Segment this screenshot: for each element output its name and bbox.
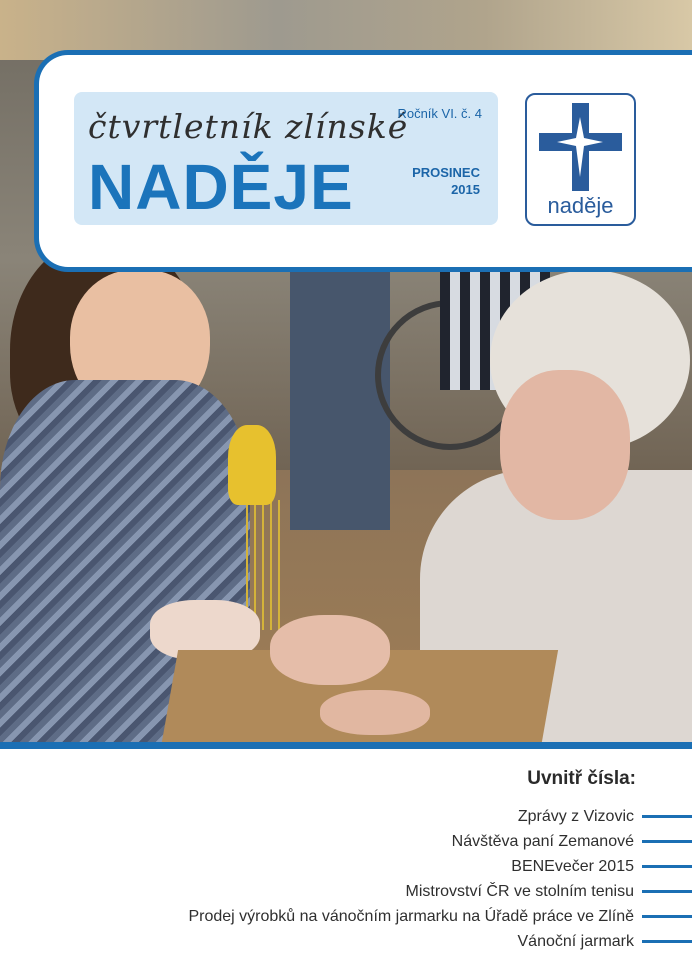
logo-text: naděje: [547, 193, 614, 218]
contents-item: [188, 804, 692, 829]
photo-elderly-woman-hand-lower: [320, 690, 430, 735]
photo-paper-flower: [228, 425, 276, 505]
photo-elderly-woman-hand: [270, 615, 390, 685]
photo-standing-person: [290, 270, 390, 530]
contents-item: [188, 854, 692, 879]
contents-item: [188, 904, 692, 929]
contents-item-bar: [642, 865, 692, 868]
contents-item-label: BENEvečer 2015: [511, 857, 634, 875]
contents-item-label: Vánoční jarmark: [517, 932, 634, 950]
cross-icon: [539, 103, 622, 191]
contents-item-bar: [642, 940, 692, 943]
contents-item-label: Prodej výrobků na vánočním jarmarku na Úřadě práce ve Zlíně: [188, 907, 634, 925]
issue-month: PROSINEC: [412, 165, 480, 180]
contents-item-bar: [642, 815, 692, 818]
title-main: NADĚJE: [88, 151, 354, 223]
contents-item-bar: [642, 890, 692, 893]
contents-item-label: Návštěva paní Zemanové: [451, 832, 634, 850]
issue-year: 2015: [451, 182, 480, 197]
contents-item-bar: [642, 840, 692, 843]
title-script: čtvrtletník zlínské: [88, 107, 409, 146]
contents-list: [188, 804, 692, 954]
contents-item-label: Zprávy z Vizovic: [517, 807, 634, 825]
divider-rule: [0, 742, 692, 749]
nadeje-logo: [525, 93, 636, 226]
issue-number: Ročník VI. č. 4: [397, 106, 482, 121]
photo-elderly-woman-face: [500, 370, 630, 520]
contents-item-label: Mistrovství ČR ve stolním tenisu: [405, 882, 634, 900]
contents-item: [188, 929, 692, 954]
contents-heading: Uvnitř čísla:: [527, 768, 636, 789]
contents-item: [188, 879, 692, 904]
contents-item-bar: [642, 915, 692, 918]
contents-item: [188, 829, 692, 854]
